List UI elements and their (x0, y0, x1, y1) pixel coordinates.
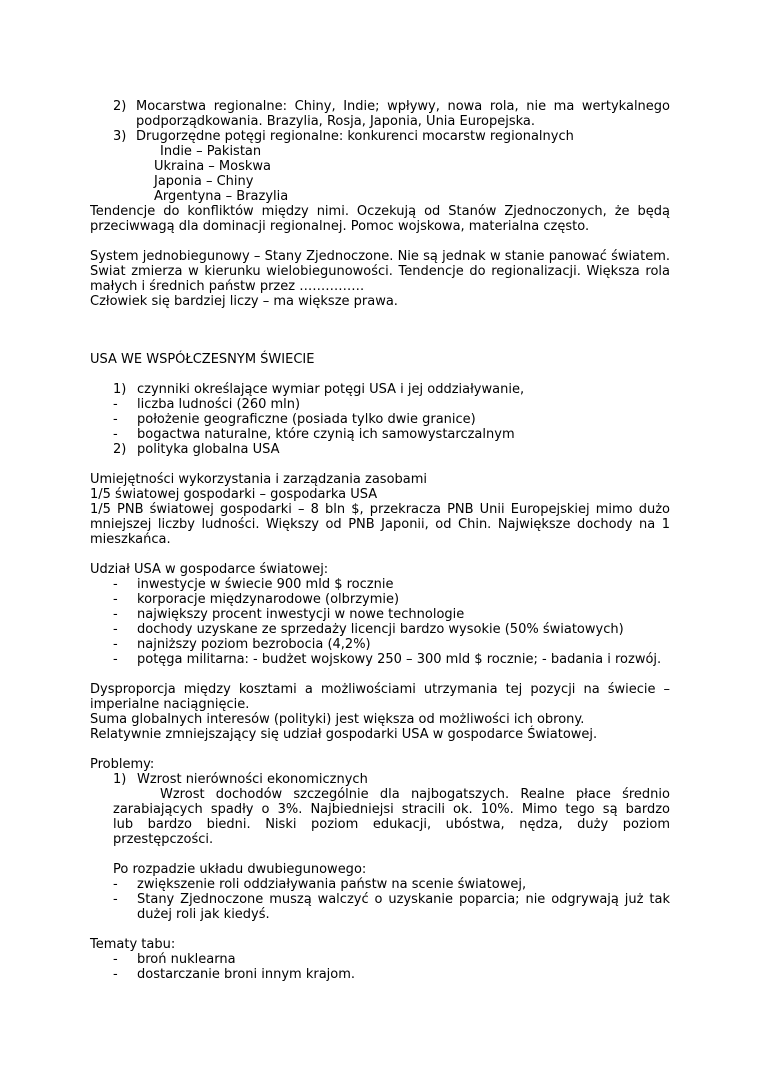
list-item: inwestycje w świecie 900 mld $ rocznie (137, 577, 394, 592)
paragraph-line: Świat zmierza w kierunku wielobiegunowości. Tendencje do regionalizacji. Większa rola (90, 264, 670, 279)
list-item: czynniki określające wymiar potęgi USA i jej oddziaływanie, (137, 382, 525, 397)
list-marker: - (113, 892, 118, 907)
paragraph-line: Tendencje do konfliktów między nimi. Oczekują od Stanów Zjednoczonych, że będą (90, 204, 670, 219)
list-marker: - (113, 967, 118, 982)
paragraph-line: małych i średnich państw przez …………… (90, 279, 365, 294)
list-marker: - (113, 637, 118, 652)
text-line: Mocarstwa regionalne: Chiny, Indie; wpływy, nowa rola, nie ma wertykalnego (136, 99, 670, 114)
paragraph-heading: Udział USA w gospodarce światowej: (90, 562, 329, 577)
paragraph-line: mieszkańca. (90, 532, 171, 547)
paragraph-heading: Problemy: (90, 757, 155, 772)
list-number: 1) (113, 772, 127, 787)
list-marker: - (113, 607, 118, 622)
list-item: liczba ludności (260 mln) (137, 397, 301, 412)
list-item: broń nuklearna (137, 952, 236, 967)
paragraph-line: imperialne naciągnięcie. (90, 697, 250, 712)
list-marker: - (113, 397, 118, 412)
paragraph-heading: Tematy tabu: (90, 937, 176, 952)
paragraph-line: Dysproporcja między kosztami a możliwościami utrzymania tej pozycji na świecie – (90, 682, 670, 697)
paragraph-line: lub bardzo biedni. Niski poziom edukacji, ubóstwa, nędza, duży poziom (113, 817, 670, 832)
list-marker: - (113, 427, 118, 442)
paragraph-line: przeciwwagą dla dominacji regionalnej. Pomoc wojskowa, materialna często. (90, 219, 590, 234)
list-item: zwiększenie roli oddziaływania państw na scenie światowej, (137, 877, 527, 892)
paragraph-line: Suma globalnych interesów (polityki) jest większa od możliwości ich obrony. (90, 712, 585, 727)
list-item: najniższy poziom bezrobocia (4,2%) (137, 637, 371, 652)
paragraph-line: przestępczości. (113, 832, 214, 847)
list-item: dochody uzyskane ze sprzedaży licencji bardzo wysokie (50% światowych) (137, 622, 624, 637)
paragraph-line: 1/5 światowej gospodarki – gospodarka USA (90, 487, 378, 502)
list-item: dostarczanie broni innym krajom. (137, 967, 356, 982)
list-marker: - (113, 577, 118, 592)
list-item: największy procent inwestycji w nowe technologie (137, 607, 465, 622)
paragraph-line: Relatywnie zmniejszający się udział gospodarki USA w gospodarce Światowej. (90, 727, 598, 742)
paragraph-line: 1/5 PNB światowej gospodarki – 8 bln $, przekracza PNB Unii Europejskiej mimo dużo (90, 502, 670, 517)
country-pair: Indie – Pakistan (160, 144, 262, 159)
list-marker: - (113, 652, 118, 667)
list-marker: - (113, 622, 118, 637)
list-marker: - (113, 877, 118, 892)
list-item: korporacje międzynarodowe (olbrzymie) (137, 592, 400, 607)
paragraph-heading: Po rozpadzie układu dwubiegunowego: (113, 862, 367, 877)
list-marker: - (113, 952, 118, 967)
list-number: 3) (113, 129, 127, 144)
list-item: Stany Zjednoczone muszą walczyć o uzyskanie poparcia; nie odgrywają już tak (137, 892, 670, 907)
text-line: Drugorzędne potęgi regionalne: konkurenci mocarstw regionalnych (136, 129, 574, 144)
list-item: polityka globalna USA (137, 442, 280, 457)
paragraph-line: Człowiek się bardziej liczy – ma większe prawa. (90, 294, 398, 309)
paragraph-line: Wzrost dochodów szczególnie dla najbogatszych. Realne płace średnio (160, 787, 670, 802)
list-marker: 1) (113, 382, 127, 397)
list-item: Wzrost nierówności ekonomicznych (137, 772, 368, 787)
list-marker: - (113, 592, 118, 607)
list-item-continuation: dużej roli jak kiedyś. (137, 907, 270, 922)
list-marker: - (113, 412, 118, 427)
country-pair: Argentyna – Brazylia (154, 189, 289, 204)
list-marker: 2) (113, 442, 127, 457)
list-item: bogactwa naturalne, które czynią ich samowystarczalnym (137, 427, 515, 442)
section-heading: USA WE WSPÓŁCZESNYM ŚWIECIE (90, 352, 315, 367)
list-item: położenie geograficzne (posiada tylko dwie granice) (137, 412, 476, 427)
country-pair: Ukraina – Moskwa (154, 159, 272, 174)
text-line: podporządkowania. Brazylia, Rosja, Japonia, Unia Europejska. (136, 114, 536, 129)
paragraph-line: zarabiających spadły o 3%. Najbiedniejsi stracili ok. 10%. Mimo tego są bardzo (113, 802, 670, 817)
list-number: 2) (113, 99, 127, 114)
paragraph-line: System jednobiegunowy – Stany Zjednoczone. Nie są jednak w stanie panować światem. (90, 249, 670, 264)
paragraph-line: mniejszej liczby ludności. Większy od PNB Japonii, od Chin. Największe dochody na 1 (90, 517, 670, 532)
list-item: potęga militarna: - budżet wojskowy 250 – 300 mld $ rocznie; - badania i rozwój. (137, 652, 662, 667)
country-pair: Japonia – Chiny (154, 174, 254, 189)
paragraph-line: Umiejętności wykorzystania i zarządzania zasobami (90, 472, 428, 487)
